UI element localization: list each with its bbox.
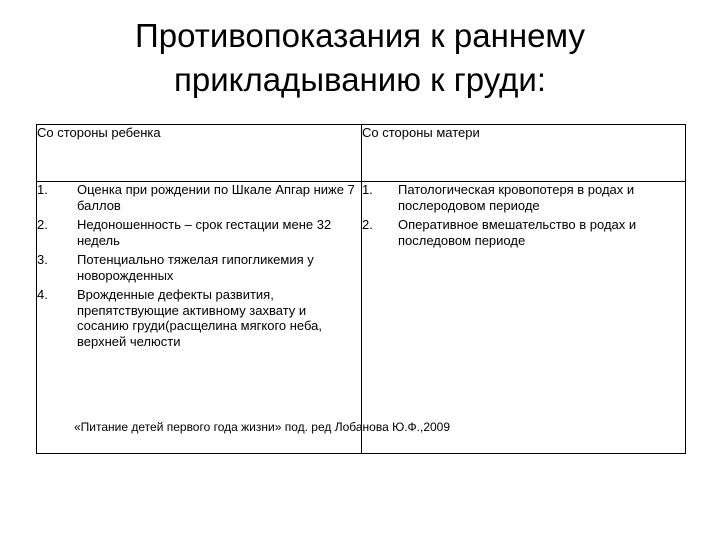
title-line-1: Противопоказания к раннему bbox=[135, 17, 585, 54]
item-text: Оперативное вмешательство в родах и последовом периоде bbox=[398, 217, 637, 248]
item-text: Оценка при рождении по Шкале Апгар ниже 7 баллов bbox=[77, 182, 355, 213]
item-number: 1. bbox=[37, 182, 48, 197]
contraindications-table bbox=[36, 124, 686, 454]
child-list bbox=[37, 182, 361, 349]
header-child: Со стороны ребенка bbox=[37, 125, 362, 182]
item-text: Потенциально тяжелая гипогликемия у новорожденных bbox=[77, 252, 314, 283]
list-item bbox=[37, 287, 361, 349]
item-number: 1. bbox=[362, 182, 373, 197]
list-item bbox=[362, 217, 685, 248]
header-mother: Со стороны матери bbox=[362, 125, 686, 182]
item-number: 4. bbox=[37, 287, 48, 302]
title-line-2: прикладыванию к груди: bbox=[173, 61, 547, 98]
child-cell bbox=[37, 182, 362, 454]
item-number: 2. bbox=[362, 217, 373, 232]
item-text: Недоношенность – срок гестации мене 32 недель bbox=[77, 217, 332, 248]
table-header-row bbox=[37, 125, 686, 182]
page-title bbox=[40, 14, 680, 102]
list-item bbox=[362, 182, 685, 213]
item-number: 3. bbox=[37, 252, 48, 267]
item-text: Врожденные дефекты развития, препятствующие активному захвату и сосанию груди(расщелина мягкого неба, верхней челюсти bbox=[77, 287, 322, 349]
list-item bbox=[37, 252, 361, 283]
mother-list bbox=[362, 182, 685, 248]
item-number: 2. bbox=[37, 217, 48, 232]
table-body-row bbox=[37, 182, 686, 454]
source-citation: «Питание детей первого года жизни» под. ред Лобанова Ю.Ф.,2009 bbox=[74, 420, 451, 434]
list-item bbox=[37, 217, 361, 248]
mother-cell bbox=[362, 182, 686, 454]
list-item bbox=[37, 182, 361, 213]
item-text: Патологическая кровопотеря в родах и послеродовом периоде bbox=[398, 182, 635, 213]
